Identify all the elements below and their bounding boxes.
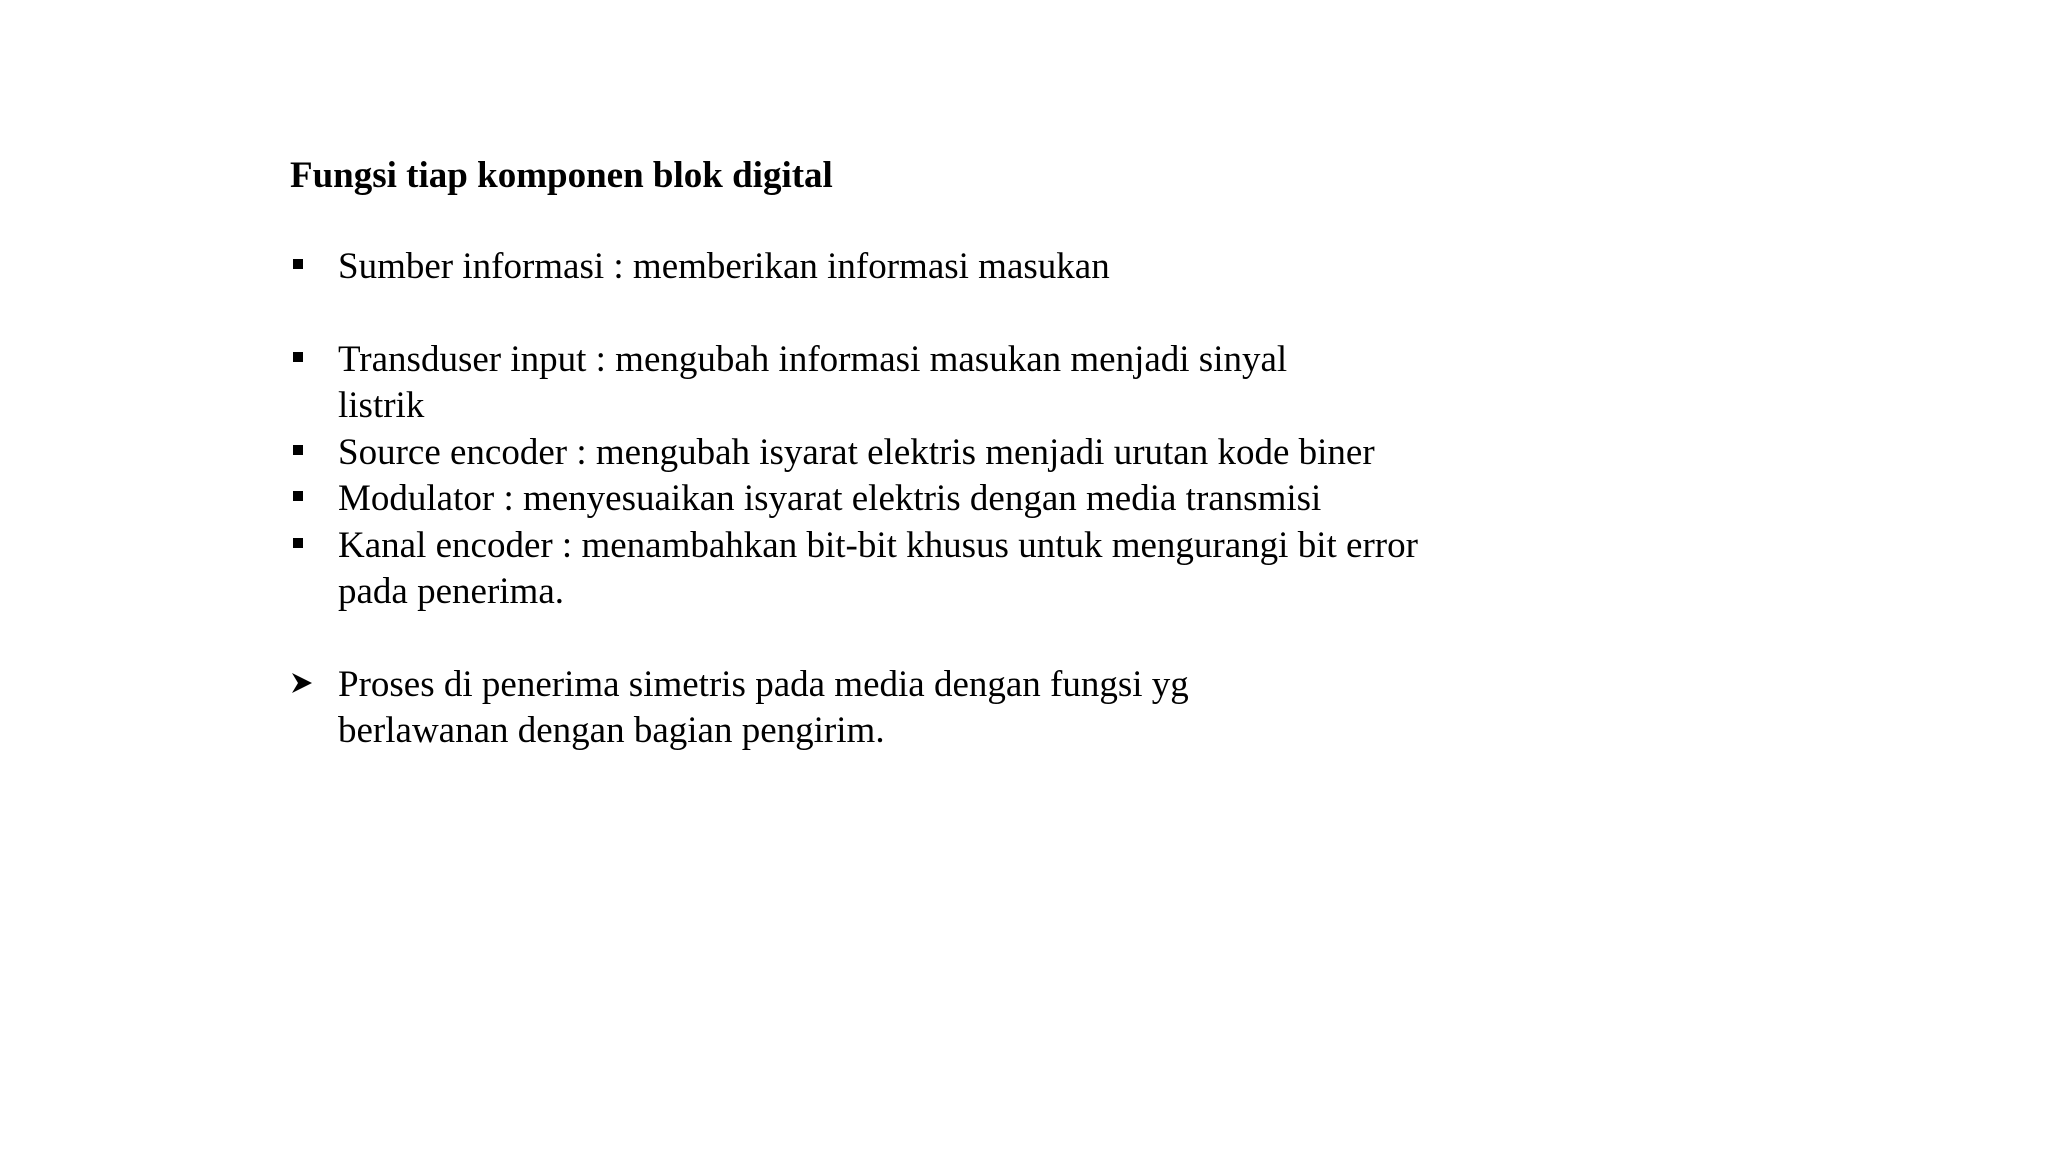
slide-content (290, 152, 1470, 755)
square-bullet-icon (290, 476, 318, 523)
list-item (290, 476, 1438, 523)
slide-heading: Fungsi tiap komponen blok digital (290, 155, 833, 196)
square-bullet-icon (290, 337, 318, 384)
list-item (290, 523, 1438, 616)
list-item (290, 337, 1378, 430)
list-item (290, 430, 1378, 477)
square-bullet-icon (290, 523, 318, 570)
component-list (290, 244, 1470, 616)
list-item-text: Kanal encoder : menambahkan bit-bit khusus untuk mengurangi bit error pada penerima. (338, 524, 1418, 612)
list-item-text: Sumber informasi : memberikan informasi masukan (338, 246, 1110, 287)
list-item-text: Transduser input : mengubah informasi masukan menjadi sinyal listrik (338, 338, 1288, 426)
list-item-text: Source encoder : mengubah isyarat elektris menjadi urutan kode biner (338, 431, 1375, 473)
note-text: Proses di penerima simetris pada media dengan fungsi yg berlawanan dengan bagian pengirim. (338, 663, 1189, 751)
square-bullet-icon (290, 430, 318, 477)
list-item-text: Modulator : menyesuaikan isyarat elektris dengan media transmisi (338, 478, 1322, 519)
square-bullet-icon (290, 244, 318, 291)
arrowhead-bullet-icon (290, 662, 318, 709)
note-item (290, 662, 1298, 755)
list-item (290, 244, 1238, 291)
